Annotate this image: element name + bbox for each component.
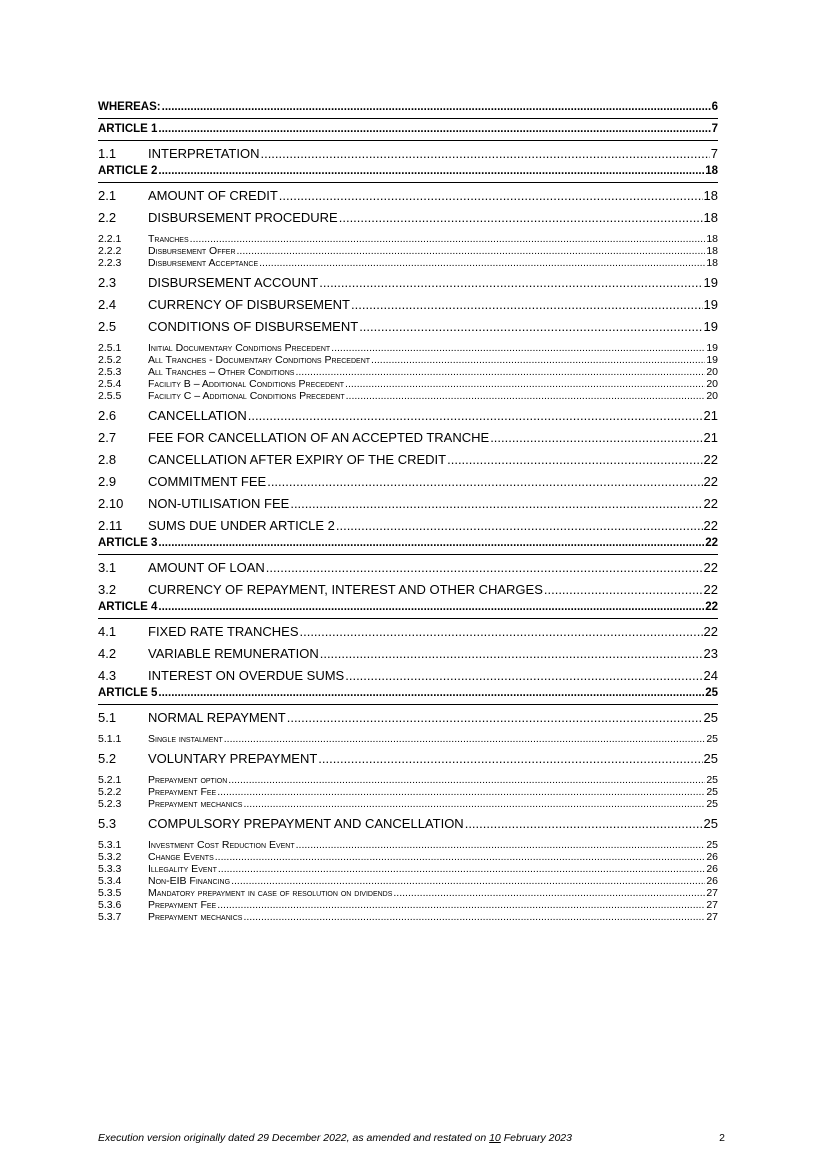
toc-entry-number: 5.2	[98, 751, 117, 766]
toc-section-entry[interactable]	[98, 668, 718, 684]
toc-entry-number: 5.1.1	[98, 733, 122, 745]
toc-entry-title: Initial Documentary Conditions Precedent	[148, 342, 331, 354]
toc-entry-page: 7	[711, 123, 718, 135]
toc-entry-page: 7	[710, 146, 718, 161]
toc-article-entry[interactable]	[98, 686, 718, 705]
toc-entry-page: 19	[703, 275, 718, 290]
toc-entry-title: Facility B – Additional Conditions Precedent	[148, 378, 345, 390]
toc-entry-number: 5.3.3	[98, 863, 122, 875]
dot-leader	[544, 582, 703, 598]
toc-entry-page: 25	[703, 816, 718, 831]
toc-entry-title: AMOUNT OF CREDIT	[148, 188, 278, 203]
toc-entry-title: Change Events	[148, 851, 214, 863]
toc-section-entry[interactable]	[98, 582, 718, 598]
toc-entry-number: 5.3.5	[98, 887, 122, 899]
toc-entry-number: 5.2.3	[98, 798, 122, 810]
toc-entry-number: 2.5.2	[98, 354, 122, 366]
dot-leader	[158, 536, 704, 550]
dot-leader	[345, 668, 702, 684]
dot-leader	[465, 816, 703, 832]
toc-entry-title: VARIABLE REMUNERATION	[148, 646, 319, 661]
toc-entry-page: 18	[705, 165, 718, 177]
toc-entry-title: CANCELLATION AFTER EXPIRY OF THE CREDIT	[148, 452, 447, 467]
toc-entry-title: ARTICLE 2	[98, 165, 158, 177]
toc-article-entry[interactable]	[98, 164, 718, 183]
toc-subsection-entry[interactable]	[98, 899, 718, 911]
toc-section-entry[interactable]	[98, 319, 718, 335]
toc-entry-title: All Tranches – Other Conditions	[148, 366, 295, 378]
page-number: 2	[719, 1132, 725, 1144]
toc-subsection-group	[98, 839, 718, 923]
dot-leader	[331, 342, 705, 354]
toc-entry-page: 22	[705, 537, 718, 549]
toc-subsection-entry[interactable]	[98, 354, 718, 366]
toc-section-entry[interactable]	[98, 275, 718, 291]
toc-entry-number: 2.7	[98, 430, 117, 445]
toc-entry-page: 19	[706, 354, 718, 366]
dot-leader	[320, 646, 703, 662]
toc-entry-page: 22	[703, 582, 718, 597]
toc-entry-number: 2.5	[98, 319, 117, 334]
toc-subsection-group	[98, 342, 718, 402]
toc-entry-page: 19	[703, 319, 718, 334]
toc-entry-title: ARTICLE 1	[98, 123, 158, 135]
toc-entry-number: 4.2	[98, 646, 117, 661]
toc-entry-number: 5.3.7	[98, 911, 122, 923]
toc-section-entry[interactable]	[98, 210, 718, 226]
footer-note-day: 10	[489, 1132, 501, 1144]
dot-leader	[299, 624, 702, 640]
dot-leader	[279, 188, 703, 204]
toc-entry-page: 27	[706, 911, 718, 923]
footer-note-suffix: February 2023	[500, 1132, 572, 1144]
dot-leader	[162, 100, 711, 114]
toc-section-entry[interactable]	[98, 496, 718, 512]
toc-entry-title: ARTICLE 5	[98, 687, 158, 699]
dot-leader	[346, 390, 706, 402]
toc-entry-page: 25	[706, 839, 718, 851]
toc-subsection-entry[interactable]	[98, 839, 718, 851]
dot-leader	[248, 408, 703, 424]
toc-entry-page: 26	[706, 851, 718, 863]
toc-section-entry[interactable]	[98, 474, 718, 490]
toc-entry-number: 2.2.3	[98, 257, 122, 269]
toc-entry-title: FEE FOR CANCELLATION OF AN ACCEPTED TRANCHE	[148, 430, 490, 445]
toc-entry-page: 22	[703, 624, 718, 639]
toc-section-entry[interactable]	[98, 560, 718, 576]
toc-subsection-entry[interactable]	[98, 911, 718, 923]
toc-subsection-group	[98, 733, 718, 745]
footer-note-prefix: Execution version originally dated 29 December 2022, as amended and restated on	[98, 1132, 490, 1144]
dot-leader	[190, 233, 706, 245]
toc-entry-title: NORMAL REPAYMENT	[148, 710, 286, 725]
toc-entry-page: 25	[706, 733, 718, 745]
dot-leader	[217, 899, 705, 911]
toc-entry-number: 2.11	[98, 518, 123, 533]
toc-section-entry[interactable]	[98, 646, 718, 662]
dot-leader	[266, 560, 703, 576]
toc-section-entry[interactable]	[98, 816, 718, 832]
toc-entry-title: All Tranches - Documentary Conditions Precedent	[148, 354, 371, 366]
toc-section-entry[interactable]	[98, 188, 718, 204]
toc-entry-page: 22	[703, 518, 718, 533]
toc-subsection-entry[interactable]	[98, 798, 718, 810]
toc-subsection-entry[interactable]	[98, 378, 718, 390]
toc-entry-page: 18	[706, 233, 718, 245]
toc-entry-number: 5.3.6	[98, 899, 122, 911]
toc-entry-title: CANCELLATION	[148, 408, 247, 423]
dot-leader	[359, 319, 702, 335]
toc-entry-page: 21	[703, 408, 718, 423]
toc-entry-title: Non-EIB Financing	[148, 875, 231, 887]
toc-article-entry[interactable]	[98, 100, 718, 119]
toc-entry-page: 26	[706, 863, 718, 875]
toc-entry-number: 5.2.2	[98, 786, 122, 798]
toc-entry-title: Prepayment mechanics	[148, 798, 243, 810]
toc-subsection-group	[98, 774, 718, 810]
toc-entry-number: 4.3	[98, 668, 117, 683]
toc-entry-title: CURRENCY OF REPAYMENT, INTEREST AND OTHER CHARGES	[148, 582, 543, 597]
toc-article-entry[interactable]	[98, 122, 718, 141]
toc-entry-number: 5.3.2	[98, 851, 122, 863]
toc-entry-title: DISBURSEMENT PROCEDURE	[148, 210, 338, 225]
toc-entry-page: 22	[703, 474, 718, 489]
dot-leader	[490, 430, 702, 446]
dot-leader	[243, 911, 705, 923]
dot-leader	[295, 366, 705, 378]
toc-entry-title: ARTICLE 3	[98, 537, 158, 549]
toc-subsection-entry[interactable]	[98, 390, 718, 402]
toc-entry-page: 18	[703, 188, 718, 203]
dot-leader	[158, 164, 704, 178]
dot-leader	[224, 733, 706, 745]
dot-leader	[296, 839, 706, 851]
toc-subsection-entry[interactable]	[98, 786, 718, 798]
dot-leader	[259, 257, 705, 269]
toc-subsection-entry[interactable]	[98, 887, 718, 899]
toc-entry-number: 5.3	[98, 816, 117, 831]
toc-subsection-entry[interactable]	[98, 774, 718, 786]
toc-article-entry[interactable]	[98, 536, 718, 555]
toc-entry-number: 2.5.1	[98, 342, 122, 354]
dot-leader	[237, 245, 706, 257]
toc-section-entry[interactable]	[98, 430, 718, 446]
toc-entry-page: 6	[711, 101, 718, 113]
toc-entry-title: INTEREST ON OVERDUE SUMS	[148, 668, 345, 683]
toc-entry-title: FIXED RATE TRANCHES	[148, 624, 299, 639]
dot-leader	[243, 798, 705, 810]
toc-entry-title: Investment Cost Reduction Event	[148, 839, 295, 851]
toc-entry-page: 18	[706, 245, 718, 257]
dot-leader	[218, 863, 705, 875]
toc-entry-page: 27	[706, 887, 718, 899]
dot-leader	[351, 297, 703, 313]
dot-leader	[260, 146, 709, 162]
toc-entry-title: NON-UTILISATION FEE	[148, 496, 290, 511]
toc-entry-title: Facility C – Additional Conditions Precedent	[148, 390, 345, 402]
toc-entry-number: 2.5.5	[98, 390, 122, 402]
toc-entry-title: INTERPRETATION	[148, 146, 260, 161]
toc-entry-title: Tranches	[148, 233, 189, 245]
toc-section-entry[interactable]	[98, 146, 718, 162]
toc-subsection-entry[interactable]	[98, 245, 718, 257]
toc-article-entry[interactable]	[98, 600, 718, 619]
dot-leader	[336, 518, 703, 534]
toc-entry-title: COMPULSORY PREPAYMENT AND CANCELLATION	[148, 816, 464, 831]
table-of-contents	[98, 97, 718, 925]
toc-entry-number: 3.1	[98, 560, 117, 575]
toc-subsection-entry[interactable]	[98, 875, 718, 887]
dot-leader	[393, 887, 705, 899]
toc-subsection-entry[interactable]	[98, 233, 718, 245]
toc-entry-title: COMMITMENT FEE	[148, 474, 267, 489]
toc-entry-title: Prepayment option	[148, 774, 228, 786]
toc-entry-page: 21	[703, 430, 718, 445]
toc-entry-title: Illegality Event	[148, 863, 217, 875]
toc-entry-page: 18	[703, 210, 718, 225]
toc-section-entry[interactable]	[98, 297, 718, 313]
toc-entry-page: 22	[703, 452, 718, 467]
toc-entry-page: 22	[703, 496, 718, 511]
dot-leader	[158, 600, 704, 614]
toc-subsection-entry[interactable]	[98, 342, 718, 354]
toc-entry-number: 3.2	[98, 582, 117, 597]
dot-leader	[319, 275, 702, 291]
dot-leader	[231, 875, 705, 887]
toc-entry-title: WHEREAS:	[98, 101, 161, 113]
toc-entry-title: VOLUNTARY PREPAYMENT	[148, 751, 318, 766]
toc-subsection-group	[98, 233, 718, 269]
toc-entry-page: 20	[706, 366, 718, 378]
toc-entry-title: Mandatory prepayment in case of resolution on dividends	[148, 887, 393, 899]
toc-entry-title: Disbursement Offer	[148, 245, 236, 257]
toc-entry-title: CURRENCY OF DISBURSEMENT	[148, 297, 351, 312]
toc-section-entry[interactable]	[98, 518, 718, 534]
toc-section-entry[interactable]	[98, 710, 718, 726]
toc-entry-page: 20	[706, 390, 718, 402]
toc-entry-page: 20	[706, 378, 718, 390]
toc-entry-number: 5.2.1	[98, 774, 122, 786]
dot-leader	[217, 786, 705, 798]
toc-entry-page: 25	[706, 798, 718, 810]
toc-entry-number: 2.10	[98, 496, 124, 511]
toc-entry-title: Prepayment Fee	[148, 786, 217, 798]
toc-entry-page: 25	[705, 687, 718, 699]
dot-leader	[371, 354, 705, 366]
dot-leader	[290, 496, 702, 512]
toc-subsection-entry[interactable]	[98, 257, 718, 269]
toc-entry-number: 1.1	[98, 146, 117, 161]
toc-entry-number: 2.5.3	[98, 366, 122, 378]
toc-entry-page: 24	[703, 668, 718, 683]
toc-entry-title: AMOUNT OF LOAN	[148, 560, 265, 575]
toc-entry-number: 2.3	[98, 275, 117, 290]
toc-section-entry[interactable]	[98, 751, 718, 767]
toc-entry-page: 25	[703, 710, 718, 725]
toc-section-entry[interactable]	[98, 408, 718, 424]
toc-entry-page: 25	[703, 751, 718, 766]
toc-entry-page: 19	[706, 342, 718, 354]
toc-entry-page: 22	[705, 601, 718, 613]
dot-leader	[345, 378, 705, 390]
dot-leader	[158, 686, 704, 700]
toc-entry-title: ARTICLE 4	[98, 601, 158, 613]
toc-section-entry[interactable]	[98, 624, 718, 640]
toc-subsection-entry[interactable]	[98, 863, 718, 875]
toc-entry-number: 2.2	[98, 210, 117, 225]
toc-entry-number: 2.8	[98, 452, 117, 467]
toc-subsection-entry[interactable]	[98, 366, 718, 378]
toc-entry-number: 5.3.1	[98, 839, 122, 851]
dot-leader	[318, 751, 702, 767]
toc-entry-number: 2.5.4	[98, 378, 122, 390]
toc-entry-number: 2.6	[98, 408, 117, 423]
toc-entry-page: 26	[706, 875, 718, 887]
toc-entry-title: Single instalment	[148, 733, 223, 745]
toc-entry-title: CONDITIONS OF DISBURSEMENT	[148, 319, 359, 334]
dot-leader	[267, 474, 702, 490]
toc-entry-page: 18	[706, 257, 718, 269]
dot-leader	[215, 851, 706, 863]
toc-section-entry[interactable]	[98, 452, 718, 468]
dot-leader	[228, 774, 705, 786]
toc-entry-number: 5.3.4	[98, 875, 122, 887]
toc-entry-number: 4.1	[98, 624, 117, 639]
dot-leader	[158, 122, 710, 136]
toc-entry-page: 19	[703, 297, 718, 312]
toc-entry-title: Disbursement Acceptance	[148, 257, 259, 269]
dot-leader	[339, 210, 703, 226]
toc-entry-page: 22	[703, 560, 718, 575]
toc-subsection-entry[interactable]	[98, 851, 718, 863]
toc-entry-page: 23	[703, 646, 718, 661]
toc-entry-title: Prepayment mechanics	[148, 911, 243, 923]
toc-entry-number: 2.9	[98, 474, 117, 489]
footer-note	[98, 1132, 572, 1144]
toc-entry-title: Prepayment Fee	[148, 899, 217, 911]
page-footer	[98, 1131, 725, 1145]
dot-leader	[447, 452, 702, 468]
toc-entry-number: 2.2.1	[98, 233, 122, 245]
toc-entry-number: 5.1	[98, 710, 117, 725]
toc-entry-title: DISBURSEMENT ACCOUNT	[148, 275, 319, 290]
toc-entry-number: 2.4	[98, 297, 117, 312]
toc-entry-title: SUMS DUE UNDER ARTICLE 2	[148, 518, 335, 533]
toc-entry-page: 25	[706, 786, 718, 798]
toc-subsection-entry[interactable]	[98, 733, 718, 745]
dot-leader	[287, 710, 703, 726]
toc-entry-number: 2.2.2	[98, 245, 122, 257]
toc-entry-page: 25	[706, 774, 718, 786]
toc-entry-number: 2.1	[98, 188, 117, 203]
toc-entry-page: 27	[706, 899, 718, 911]
